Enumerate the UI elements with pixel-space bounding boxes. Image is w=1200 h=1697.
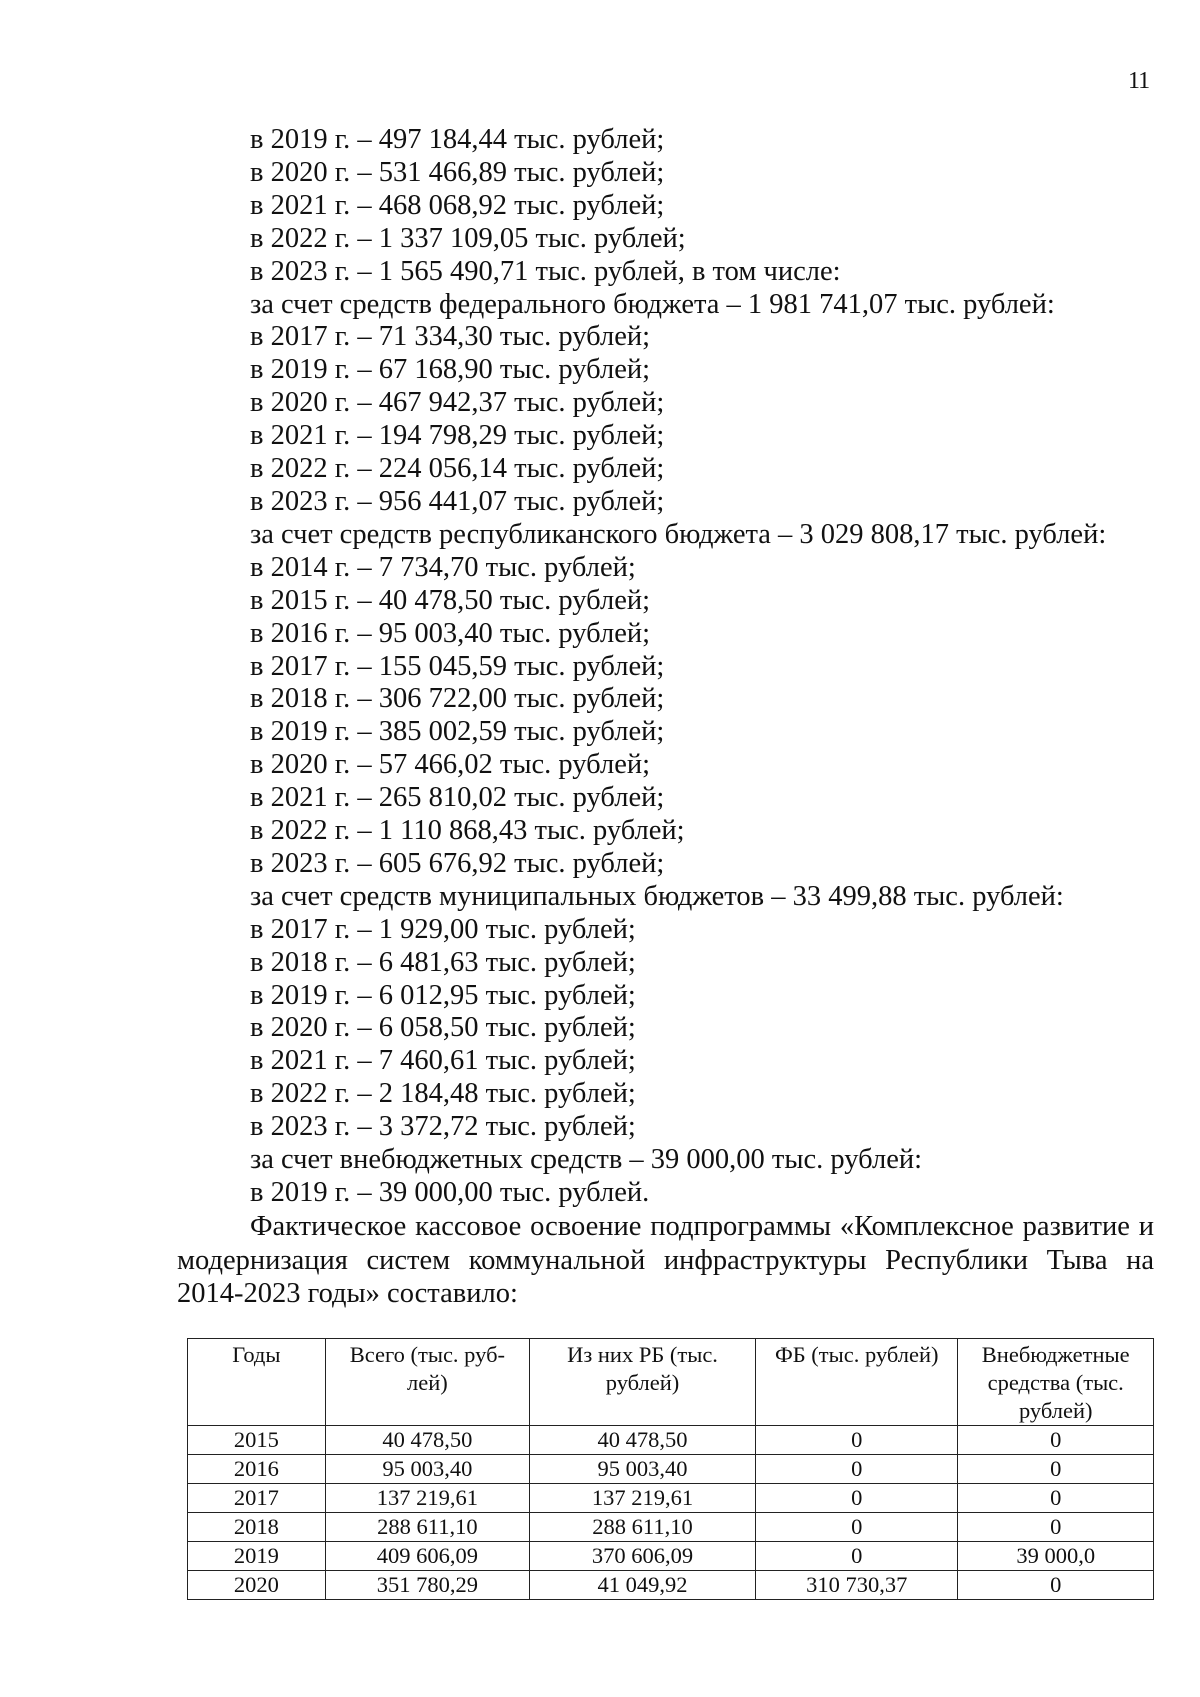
cell-year: 2020 xyxy=(188,1571,326,1600)
cell-rb: 288 611,10 xyxy=(529,1513,755,1542)
cell-total: 351 780,29 xyxy=(325,1571,529,1600)
cell-ext: 0 xyxy=(958,1513,1154,1542)
list-line: в 2022 г. – 1 337 109,05 тыс. рублей; xyxy=(250,222,686,254)
list-line: в 2014 г. – 7 734,70 тыс. рублей; xyxy=(250,551,636,583)
funding-table xyxy=(187,1338,1154,1600)
cell-total: 409 606,09 xyxy=(325,1542,529,1571)
table-row xyxy=(188,1426,1154,1455)
header-federal-budget: ФБ (тыс. рублей) xyxy=(756,1339,958,1426)
cell-ext: 0 xyxy=(958,1426,1154,1455)
table-row xyxy=(188,1513,1154,1542)
table-row xyxy=(188,1571,1154,1600)
list-line: в 2019 г. – 497 184,44 тыс. рублей; xyxy=(250,124,665,155)
list-line: в 2019 г. – 6 012,95 тыс. рублей; xyxy=(250,979,636,1011)
table-header-row xyxy=(188,1339,1154,1426)
funding-list xyxy=(250,124,1150,1210)
cell-rb: 137 219,61 xyxy=(529,1484,755,1513)
table-row xyxy=(188,1542,1154,1571)
cell-fb: 0 xyxy=(756,1542,958,1571)
cell-rb: 370 606,09 xyxy=(529,1542,755,1571)
cell-rb: 95 003,40 xyxy=(529,1455,755,1484)
list-line: в 2021 г. – 468 068,92 тыс. рублей; xyxy=(250,189,665,221)
page-number: 11 xyxy=(1128,68,1150,94)
cell-year: 2017 xyxy=(188,1484,326,1513)
cell-year: 2019 xyxy=(188,1542,326,1571)
cell-total: 95 003,40 xyxy=(325,1455,529,1484)
list-line: в 2019 г. – 385 002,59 тыс. рублей; xyxy=(250,716,665,748)
cell-fb: 0 xyxy=(756,1455,958,1484)
cell-ext: 0 xyxy=(958,1455,1154,1484)
list-line: в 2021 г. – 7 460,61 тыс. рублей; xyxy=(250,1045,636,1077)
list-line: в 2017 г. – 155 045,59 тыс. рублей; xyxy=(250,650,665,682)
list-line: в 2018 г. – 6 481,63 тыс. рублей; xyxy=(250,946,636,978)
list-line: в 2017 г. – 1 929,00 тыс. рублей; xyxy=(250,913,636,945)
header-years: Годы xyxy=(188,1339,326,1426)
header-total: Всего (тыс. руб-лей) xyxy=(325,1339,529,1426)
list-line: за счет средств федерального бюджета – 1 981 741,07 тыс. рублей: xyxy=(250,288,1055,320)
list-line: в 2020 г. – 6 058,50 тыс. рублей; xyxy=(250,1012,636,1044)
cell-total: 288 611,10 xyxy=(325,1513,529,1542)
list-line: в 2017 г. – 71 334,30 тыс. рублей; xyxy=(250,321,651,353)
list-line: в 2019 г. – 67 168,90 тыс. рублей; xyxy=(250,354,651,386)
list-line: в 2023 г. – 3 372,72 тыс. рублей; xyxy=(250,1111,636,1143)
cell-ext: 0 xyxy=(958,1571,1154,1600)
list-line: в 2020 г. – 467 942,37 тыс. рублей; xyxy=(250,387,665,419)
list-line: в 2022 г. – 224 056,14 тыс. рублей; xyxy=(250,453,665,485)
list-line: в 2021 г. – 194 798,29 тыс. рублей; xyxy=(250,420,665,452)
table-row xyxy=(188,1455,1154,1484)
list-line: в 2021 г. – 265 810,02 тыс. рублей; xyxy=(250,782,665,814)
list-line: за счет внебюджетных средств – 39 000,00 тыс. рублей: xyxy=(250,1144,923,1176)
cell-total: 137 219,61 xyxy=(325,1484,529,1513)
table-row xyxy=(188,1484,1154,1513)
cell-ext: 0 xyxy=(958,1484,1154,1513)
cell-fb: 0 xyxy=(756,1426,958,1455)
list-line: в 2023 г. – 1 565 490,71 тыс. рублей, в том числе: xyxy=(250,255,841,287)
cell-fb: 0 xyxy=(756,1484,958,1513)
list-line: за счет средств муниципальных бюджетов – 33 499,88 тыс. рублей: xyxy=(250,880,1064,912)
list-line: в 2015 г. – 40 478,50 тыс. рублей; xyxy=(250,584,651,616)
paragraph-actual-spending: Фактическое кассовое освоение подпрограммы «Комплексное развитие и модернизация систем коммунальной инфраструктуры Республики Тыва на 2014-2023 годы» составило: xyxy=(177,1211,1154,1309)
list-line: в 2020 г. – 57 466,02 тыс. рублей; xyxy=(250,749,651,781)
cell-fb: 310 730,37 xyxy=(756,1571,958,1600)
cell-rb: 40 478,50 xyxy=(529,1426,755,1455)
list-line: в 2019 г. – 39 000,00 тыс. рублей. xyxy=(250,1177,650,1208)
list-line: в 2022 г. – 2 184,48 тыс. рублей; xyxy=(250,1078,636,1110)
cell-fb: 0 xyxy=(756,1513,958,1542)
cell-ext: 39 000,0 xyxy=(958,1542,1154,1571)
list-line: в 2016 г. – 95 003,40 тыс. рублей; xyxy=(250,617,651,649)
header-extra-budgetary: Внебюджетные средства (тыс. рублей) xyxy=(958,1339,1154,1426)
list-line: за счет средств республиканского бюджета – 3 029 808,17 тыс. рублей: xyxy=(250,518,1107,550)
cell-year: 2016 xyxy=(188,1455,326,1484)
list-line: в 2018 г. – 306 722,00 тыс. рублей; xyxy=(250,683,665,715)
list-line: в 2023 г. – 605 676,92 тыс. рублей; xyxy=(250,847,665,879)
list-line: в 2023 г. – 956 441,07 тыс. рублей; xyxy=(250,485,665,517)
header-republic-budget: Из них РБ (тыс. рублей) xyxy=(529,1339,755,1426)
cell-year: 2015 xyxy=(188,1426,326,1455)
cell-year: 2018 xyxy=(188,1513,326,1542)
list-line: в 2022 г. – 1 110 868,43 тыс. рублей; xyxy=(250,815,685,847)
cell-total: 40 478,50 xyxy=(325,1426,529,1455)
list-line: в 2020 г. – 531 466,89 тыс. рублей; xyxy=(250,156,665,188)
cell-rb: 41 049,92 xyxy=(529,1571,755,1600)
